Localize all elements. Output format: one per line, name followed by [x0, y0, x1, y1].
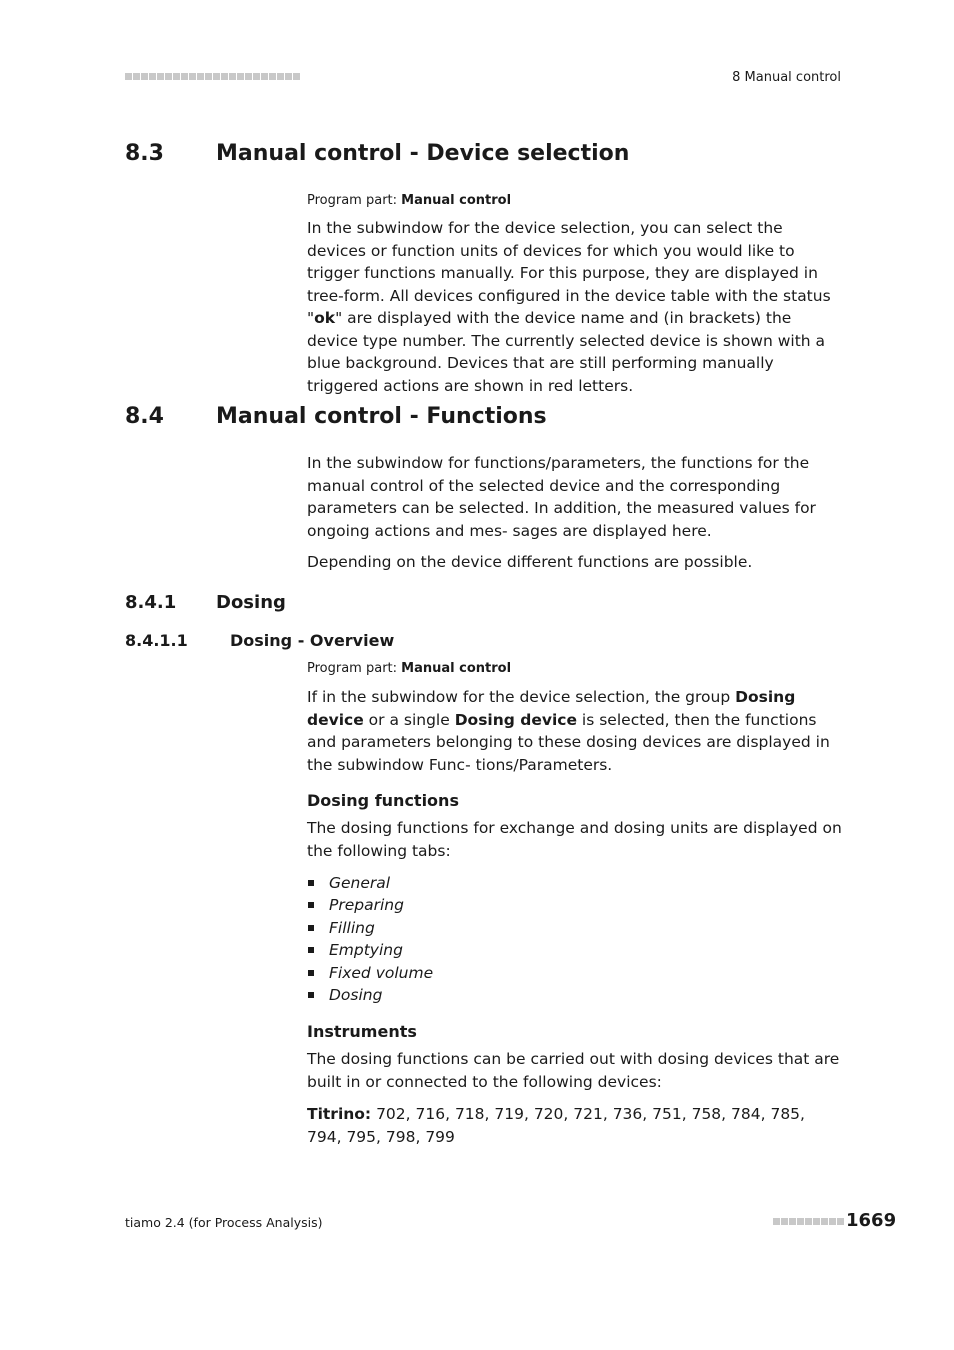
bullet-icon	[308, 992, 314, 998]
running-header-chapter: 8 Manual control	[732, 70, 841, 85]
tab-list	[307, 872, 842, 1006]
section-8-3-number: 8.3	[125, 141, 164, 166]
section-8-4-number: 8.4	[125, 404, 164, 429]
bullet-icon	[308, 925, 314, 931]
section-8-4-paragraph-1: In the subwindow for functions/parameters, the functions for the manual control of the selected device and the corresponding parameters can be selected. In addition, the measured values for ongoing actions and mes- sages are displayed here.	[307, 454, 816, 540]
program-part-line: Program part: Manual control	[307, 193, 512, 208]
section-8-4-paragraph-2: Depending on the device different functions are possible.	[307, 553, 753, 571]
dosing-functions-text: The dosing functions for exchange and dosing units are displayed on the following tabs:	[307, 819, 842, 860]
list-item: Dosing	[307, 984, 842, 1006]
section-8-4-1-1-number: 8.4.1.1	[125, 631, 188, 650]
titrino-list: Titrino: 702, 716, 718, 719, 720, 721, 736, 751, 758, 784, 785, 794, 795, 798, 799	[307, 1105, 805, 1146]
list-item: Filling	[307, 917, 842, 939]
bullet-icon	[308, 902, 314, 908]
dosing-functions-heading: Dosing functions	[307, 791, 459, 810]
section-8-3-title: Manual control - Device selection	[216, 141, 630, 166]
bullet-icon	[308, 947, 314, 953]
instruments-heading: Instruments	[307, 1022, 417, 1041]
section-8-3-paragraph: In the subwindow for the device selection, you can select the devices or function units of devices for which you would like to trigger functions manually. For this purpose, they are displayed in tree-form. All devices configured in the device table with the status "ok" are displayed with the device name and (in brackets) the device type number. The currently selected device is shown with a blue background. Devices that are still performing manually triggered actions are shown in red letters.	[307, 219, 831, 395]
footer-product-name: tiamo 2.4 (for Process Analysis)	[125, 1215, 323, 1230]
page-number: 1669	[846, 1210, 897, 1231]
list-item: General	[307, 872, 842, 894]
section-8-4-1-number: 8.4.1	[125, 592, 177, 613]
header-decoration	[125, 73, 300, 80]
footer-decoration	[773, 1218, 844, 1225]
bullet-icon	[308, 880, 314, 886]
list-item: Fixed volume	[307, 962, 842, 984]
list-item: Preparing	[307, 894, 842, 916]
bullet-icon	[308, 970, 314, 976]
section-8-4-1-1-title: Dosing - Overview	[230, 631, 395, 650]
section-8-4-title: Manual control - Functions	[216, 404, 547, 429]
program-part-line: Program part: Manual control	[307, 661, 512, 676]
section-8-4-1-title: Dosing	[216, 592, 286, 613]
section-8-4-1-1-paragraph: If in the subwindow for the device selection, the group Dosing device or a single Dosing device is selected, then the functions and parameters belonging to these dosing devices are displayed in the subwindow Func- tions/Parameters.	[307, 688, 830, 774]
instruments-text: The dosing functions can be carried out with dosing devices that are built in or connected to the following devices:	[307, 1050, 840, 1091]
list-item: Emptying	[307, 939, 842, 961]
